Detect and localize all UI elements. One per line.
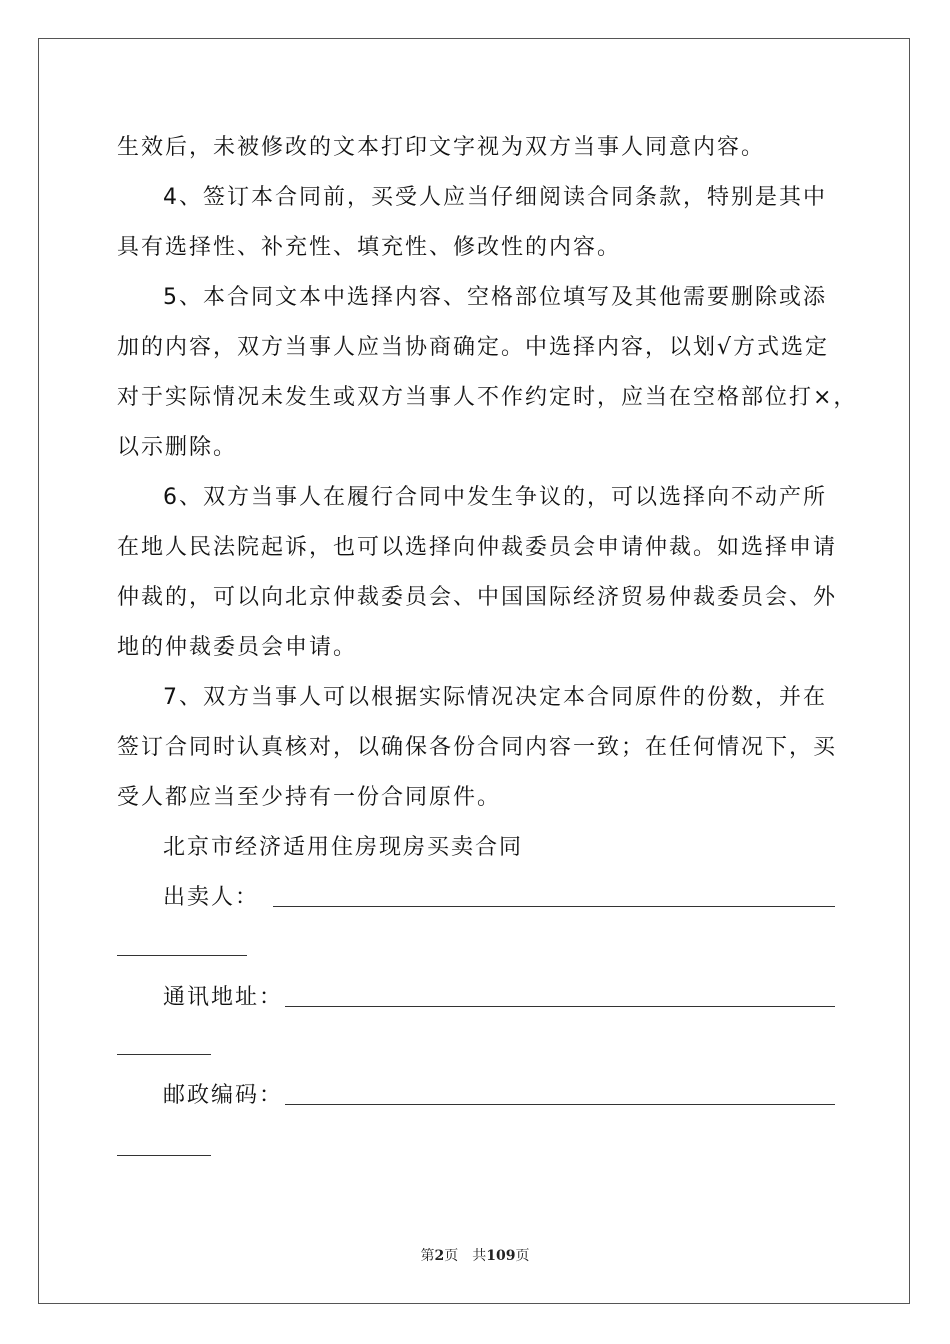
text-line-2: 4、签订本合同前，买受人应当仔细阅读合同条款，特别是其中 — [163, 185, 827, 210]
address-label: 通讯地址： — [163, 985, 284, 1010]
text-line-12: 7、双方当事人可以根据实际情况决定本合同原件的份数，并在 — [163, 685, 827, 710]
footer-page-mid: 页 共 — [444, 1248, 487, 1264]
seller-field[interactable] — [163, 883, 835, 913]
postcode-blank-continuation[interactable] — [117, 1155, 211, 1156]
text-line-6: 对于实际情况未发生或双方当事人不作约定时，应当在空格部位打×， — [117, 385, 858, 410]
address-blank-continuation[interactable] — [117, 1054, 211, 1055]
text-line-7: 以示删除。 — [117, 435, 238, 460]
text-line-1: 生效后，未被修改的文本打印文字视为双方当事人同意内容。 — [117, 135, 766, 160]
text-line-10: 仲裁的，可以向北京仲裁委员会、中国国际经济贸易仲裁委员会、外 — [117, 585, 838, 610]
text-line-3: 具有选择性、补充性、填充性、修改性的内容。 — [117, 235, 622, 260]
seller-blank-line[interactable] — [273, 906, 835, 907]
footer-page-prefix: 第 — [420, 1248, 435, 1264]
page-number-footer — [0, 1246, 950, 1266]
postcode-label: 邮政编码： — [163, 1083, 284, 1108]
page-frame — [38, 38, 910, 1304]
seller-label: 出卖人： — [163, 885, 260, 910]
footer-page-total: 109 — [486, 1248, 516, 1264]
text-line-13: 签订合同时认真核对，以确保各份合同内容一致；在任何情况下，买 — [117, 735, 838, 760]
footer-page-suffix: 页 — [515, 1248, 530, 1264]
address-blank-line[interactable] — [285, 1006, 835, 1007]
text-line-11: 地的仲裁委员会申请。 — [117, 635, 358, 660]
footer-page-num: 2 — [434, 1248, 445, 1264]
text-line-9: 在地人民法院起诉，也可以选择向仲裁委员会申请仲裁。如选择申请 — [117, 535, 838, 560]
text-line-5: 加的内容，双方当事人应当协商确定。中选择内容，以划√方式选定 — [117, 335, 830, 360]
postcode-field[interactable] — [163, 1081, 835, 1111]
text-line-8: 6、双方当事人在履行合同中发生争议的，可以选择向不动产所 — [163, 485, 827, 510]
address-field[interactable] — [163, 983, 835, 1013]
postcode-blank-line[interactable] — [285, 1104, 835, 1105]
contract-title: 北京市经济适用住房现房买卖合同 — [163, 835, 524, 860]
text-line-4: 5、本合同文本中选择内容、空格部位填写及其他需要删除或添 — [163, 285, 827, 310]
seller-blank-continuation[interactable] — [117, 955, 247, 956]
text-line-14: 受人都应当至少持有一份合同原件。 — [117, 785, 502, 810]
